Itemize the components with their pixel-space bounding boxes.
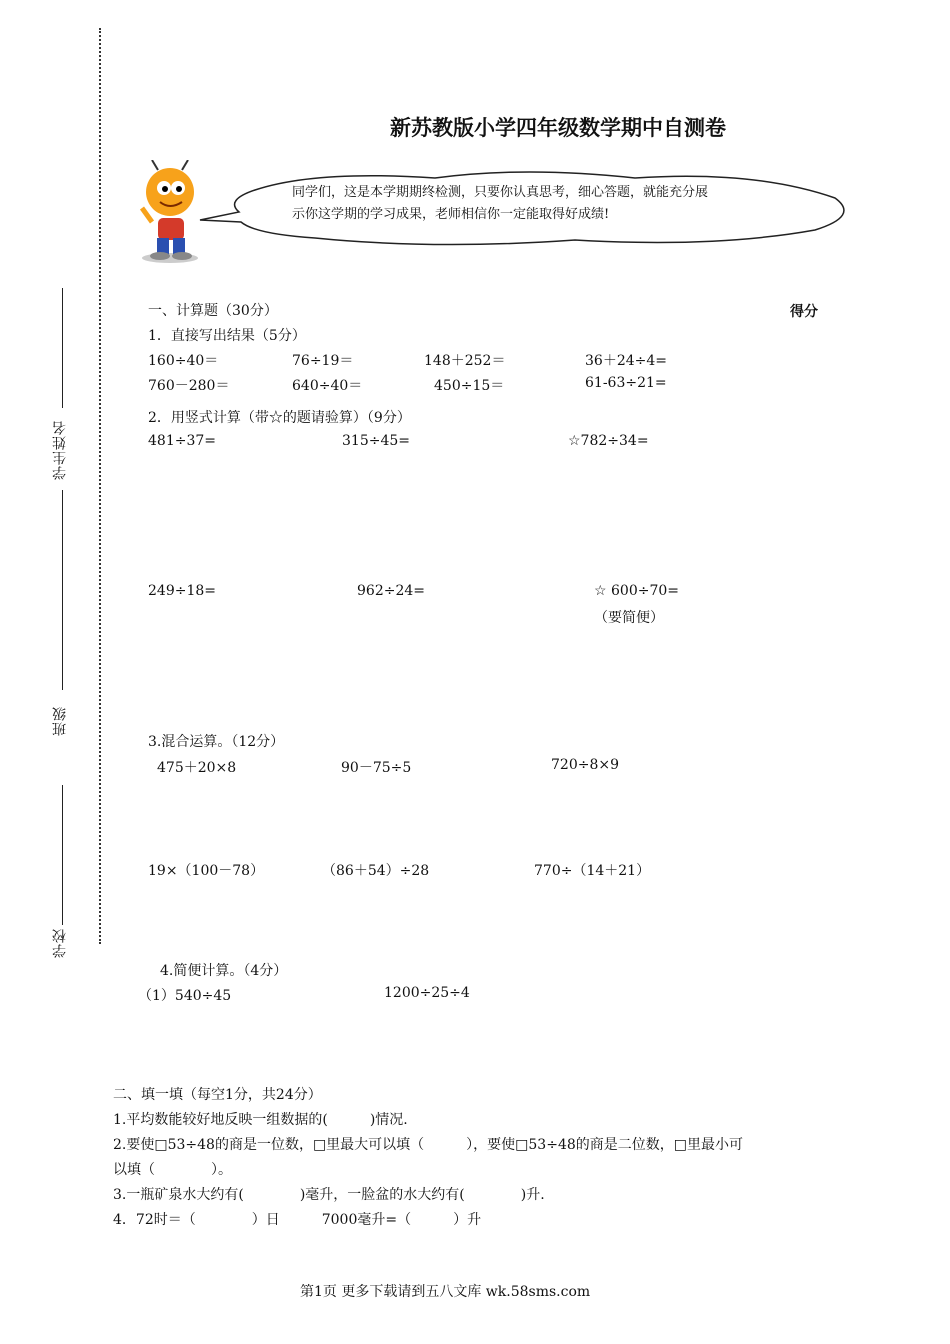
q1-item: 76÷19＝	[292, 353, 354, 369]
q2-item: 249÷18=	[148, 583, 216, 599]
q3-item: 19×（100－78）	[148, 863, 265, 879]
q1-item: 760－280＝	[148, 378, 230, 394]
q1-label: 1．直接写出结果（5分）	[148, 328, 306, 344]
section2-line: 1.平均数能较好地反映一组数据的( )情况.	[113, 1112, 408, 1128]
student-name-line	[62, 288, 63, 408]
section1-heading: 一、计算题（30分）	[148, 303, 278, 319]
q4-label: 4.简便计算。（4分）	[160, 963, 288, 979]
score-label: 得分	[790, 304, 818, 320]
q2-item: 962÷24=	[357, 583, 425, 599]
q2-item: 315÷45=	[342, 433, 410, 449]
q1-item: 148＋252＝	[424, 353, 506, 369]
q4-item: （1）540÷45	[138, 988, 232, 1004]
section2-line: 2.要使□53÷48的商是一位数，□里最大可以填（ ），要使□53÷48的商是二位数，□里最小可	[113, 1137, 743, 1153]
page-footer: 第1页 更多下载请到五八文库 wk.58sms.com	[300, 1284, 591, 1300]
q1-item: 450÷15＝	[434, 378, 505, 394]
q3-item: （86＋54）÷28	[322, 863, 430, 879]
student-name-label: 学生姓名	[52, 420, 68, 480]
q1-item: 36＋24÷4=	[585, 353, 667, 369]
section2-line: 4．72时＝（ ）日 7000毫升=（ ）升	[113, 1212, 482, 1228]
page-title: 新苏教版小学四年级数学期中自测卷	[390, 116, 726, 140]
school-line	[62, 905, 63, 925]
q2-label: 2．用竖式计算（带☆的题请验算）（9分）	[148, 410, 411, 426]
q4-item: 1200÷25÷4	[384, 985, 470, 1001]
binding-dotted-line	[99, 28, 101, 944]
q3-item: 90－75÷5	[341, 760, 412, 776]
section2-heading: 二、填一填（每空1分，共24分）	[113, 1087, 322, 1103]
class-line	[62, 785, 63, 905]
student-name-line-lower	[62, 490, 63, 690]
q2-item: ☆ 600÷70=	[594, 583, 679, 599]
q3-item: 475＋20×8	[157, 760, 237, 776]
section2-line: 以填（ ）。	[113, 1162, 232, 1178]
q3-item: 720÷8×9	[551, 757, 619, 773]
section2-line: 3.一瓶矿泉水大约有( )毫升，一脸盆的水大约有( )升.	[113, 1187, 545, 1203]
school-label: 学校	[52, 928, 68, 958]
q2-item: 481÷37=	[148, 433, 216, 449]
q3-item: 770÷（14＋21）	[534, 863, 651, 879]
q1-item: 640÷40＝	[292, 378, 363, 394]
q2-item: ☆782÷34=	[568, 433, 649, 449]
q1-item: 61-63÷21=	[585, 375, 667, 391]
q2-note: （要简便）	[594, 610, 664, 626]
class-label: 班级	[52, 706, 68, 736]
q1-item: 160÷40＝	[148, 353, 219, 369]
bubble-text: 同学们，这是本学期期终检测，只要你认真思考，细心答题，就能充分展示你这学期的学习成果，老师相信你一定能取得好成绩!	[292, 185, 709, 222]
q3-label: 3.混合运算。（12分）	[148, 734, 285, 750]
